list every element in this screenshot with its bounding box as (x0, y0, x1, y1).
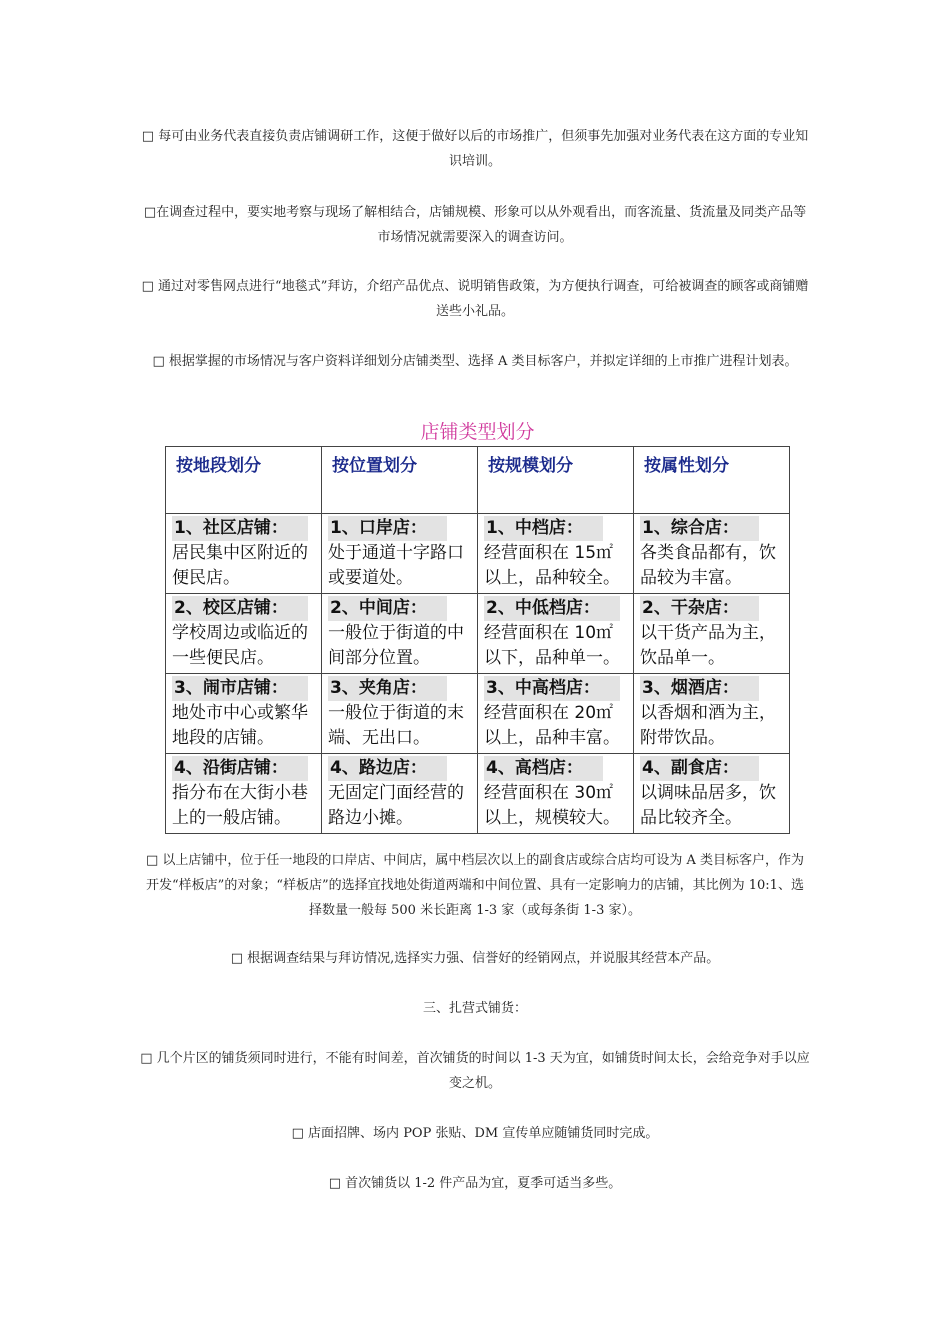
store-type-table (165, 446, 790, 834)
table-title: 店铺类型划分 (420, 421, 535, 443)
cell-name: 2、干杂店： (640, 596, 759, 621)
cell-desc: 经营面积在 30㎡以上，规模较大。 (484, 783, 620, 828)
cell-name: 4、副食店： (640, 756, 759, 781)
cell-desc: 各类食品都有，饮品较为丰富。 (640, 543, 776, 588)
cell-desc: 无固定门面经营的路边小摊。 (328, 783, 464, 828)
cell-name: 2、中低档店： (484, 596, 620, 621)
header-by-scale: 按规模划分 (478, 447, 634, 514)
section-heading: 三、扎营式铺货： (422, 1001, 527, 1016)
cell-desc: 地处市中心或繁华地段的店铺。 (172, 703, 308, 748)
cell-name: 4、高档店： (484, 756, 603, 781)
table-row (166, 514, 790, 594)
cell-name: 2、中间店： (328, 596, 447, 621)
table-cell (166, 674, 322, 754)
cell-desc: 居民集中区附近的便民店。 (172, 543, 308, 588)
cell-name: 3、闹市店铺： (172, 676, 308, 701)
paragraph-5: □ 以上店铺中，位于任一地段的口岸店、中间店，属中档层次以上的副食店或综合店均可设为 A 类目标客户，作为开发“样板店”的对象；“样板店”的选择宜找地处街道两端和中间位置、具有一定影响力的店铺，其比例为 10:1、选择数量一般每 500 米长距离 1-3 家（或每条街 1-3 家）。 (145, 853, 805, 918)
table-cell (634, 754, 790, 834)
table-cell (634, 594, 790, 674)
cell-name: 1、社区店铺： (172, 516, 308, 541)
header-by-attribute: 按属性划分 (634, 447, 790, 514)
table-cell (478, 514, 634, 594)
table-cell (322, 514, 478, 594)
header-by-location: 按位置划分 (322, 447, 478, 514)
paragraph-4: □ 根据掌握的市场情况与客户资料详细划分店铺类型、选择 A 类目标客户，并拟定详细的上市推广进程计划表。 (152, 354, 798, 369)
cell-desc: 以香烟和酒为主，附带饮品。 (640, 703, 776, 748)
cell-name: 1、中档店： (484, 516, 603, 541)
paragraph-3: □ 通过对零售网点进行“地毯式”拜访，介绍产品优点、说明销售政策，为方便执行调查，可给被调查的顾客或商铺赠送些小礼品。 (141, 279, 809, 319)
cell-desc: 一般位于街道的末端、无出口。 (328, 703, 464, 748)
paragraph-1: □ 每可由业务代表直接负责店铺调研工作，这便于做好以后的市场推广，但须事先加强对业务代表在这方面的专业知识培训。 (141, 129, 809, 169)
table-row (166, 674, 790, 754)
cell-desc: 处于通道十字路口或要道处。 (328, 543, 464, 588)
table-cell (322, 594, 478, 674)
cell-name: 1、口岸店： (328, 516, 447, 541)
table-cell (634, 674, 790, 754)
table-cell (634, 514, 790, 594)
table-cell (166, 754, 322, 834)
cell-name: 2、校区店铺： (172, 596, 308, 621)
paragraph-7: □ 几个片区的铺货须同时进行，不能有时间差，首次铺货的时间以 1-3 天为宜，如铺货时间太长，会给竞争对手以应变之机。 (140, 1051, 810, 1091)
cell-name: 3、中高档店： (484, 676, 620, 701)
cell-desc: 指分布在大街小巷上的一般店铺。 (172, 783, 308, 828)
table-cell (322, 754, 478, 834)
header-by-district: 按地段划分 (166, 447, 322, 514)
paragraph-6: □ 根据调查结果与拜访情况,选择实力强、信誉好的经销网点，并说服其经营本产品。 (230, 951, 720, 966)
table-cell (166, 594, 322, 674)
cell-name: 3、夹角店： (328, 676, 447, 701)
cell-name: 4、路边店： (328, 756, 447, 781)
cell-desc: 以干货产品为主，饮品单一。 (640, 623, 776, 668)
store-type-table-figure (165, 418, 790, 834)
table-row (166, 754, 790, 834)
table-cell (478, 754, 634, 834)
table-header-row (166, 447, 790, 514)
cell-desc: 经营面积在 10㎡以下，品种单一。 (484, 623, 620, 668)
cell-name: 1、综合店： (640, 516, 759, 541)
table-cell (478, 674, 634, 754)
cell-desc: 学校周边或临近的一些便民店。 (172, 623, 308, 668)
paragraph-8: □ 店面招牌、场内 POP 张贴、DM 宣传单应随铺货同时完成。 (291, 1126, 659, 1141)
table-cell (322, 674, 478, 754)
table-cell (478, 594, 634, 674)
cell-name: 4、沿街店铺： (172, 756, 308, 781)
cell-desc: 以调味品居多，饮品比较齐全。 (640, 783, 776, 828)
paragraph-9: □ 首次铺货以 1-2 件产品为宜，夏季可适当多些。 (328, 1176, 622, 1191)
cell-desc: 一般位于街道的中间部分位置。 (328, 623, 464, 668)
table-cell (166, 514, 322, 594)
cell-desc: 经营面积在 20㎡以上，品种丰富。 (484, 703, 620, 748)
paragraph-2: □在调查过程中，要实地考察与现场了解相结合，店铺规模、形象可以从外观看出，而客流量、货流量及同类产品等市场情况就需要深入的调查访问。 (143, 205, 807, 245)
cell-name: 3、烟酒店： (640, 676, 759, 701)
cell-desc: 经营面积在 15㎡以上，品种较全。 (484, 543, 620, 588)
table-row (166, 594, 790, 674)
